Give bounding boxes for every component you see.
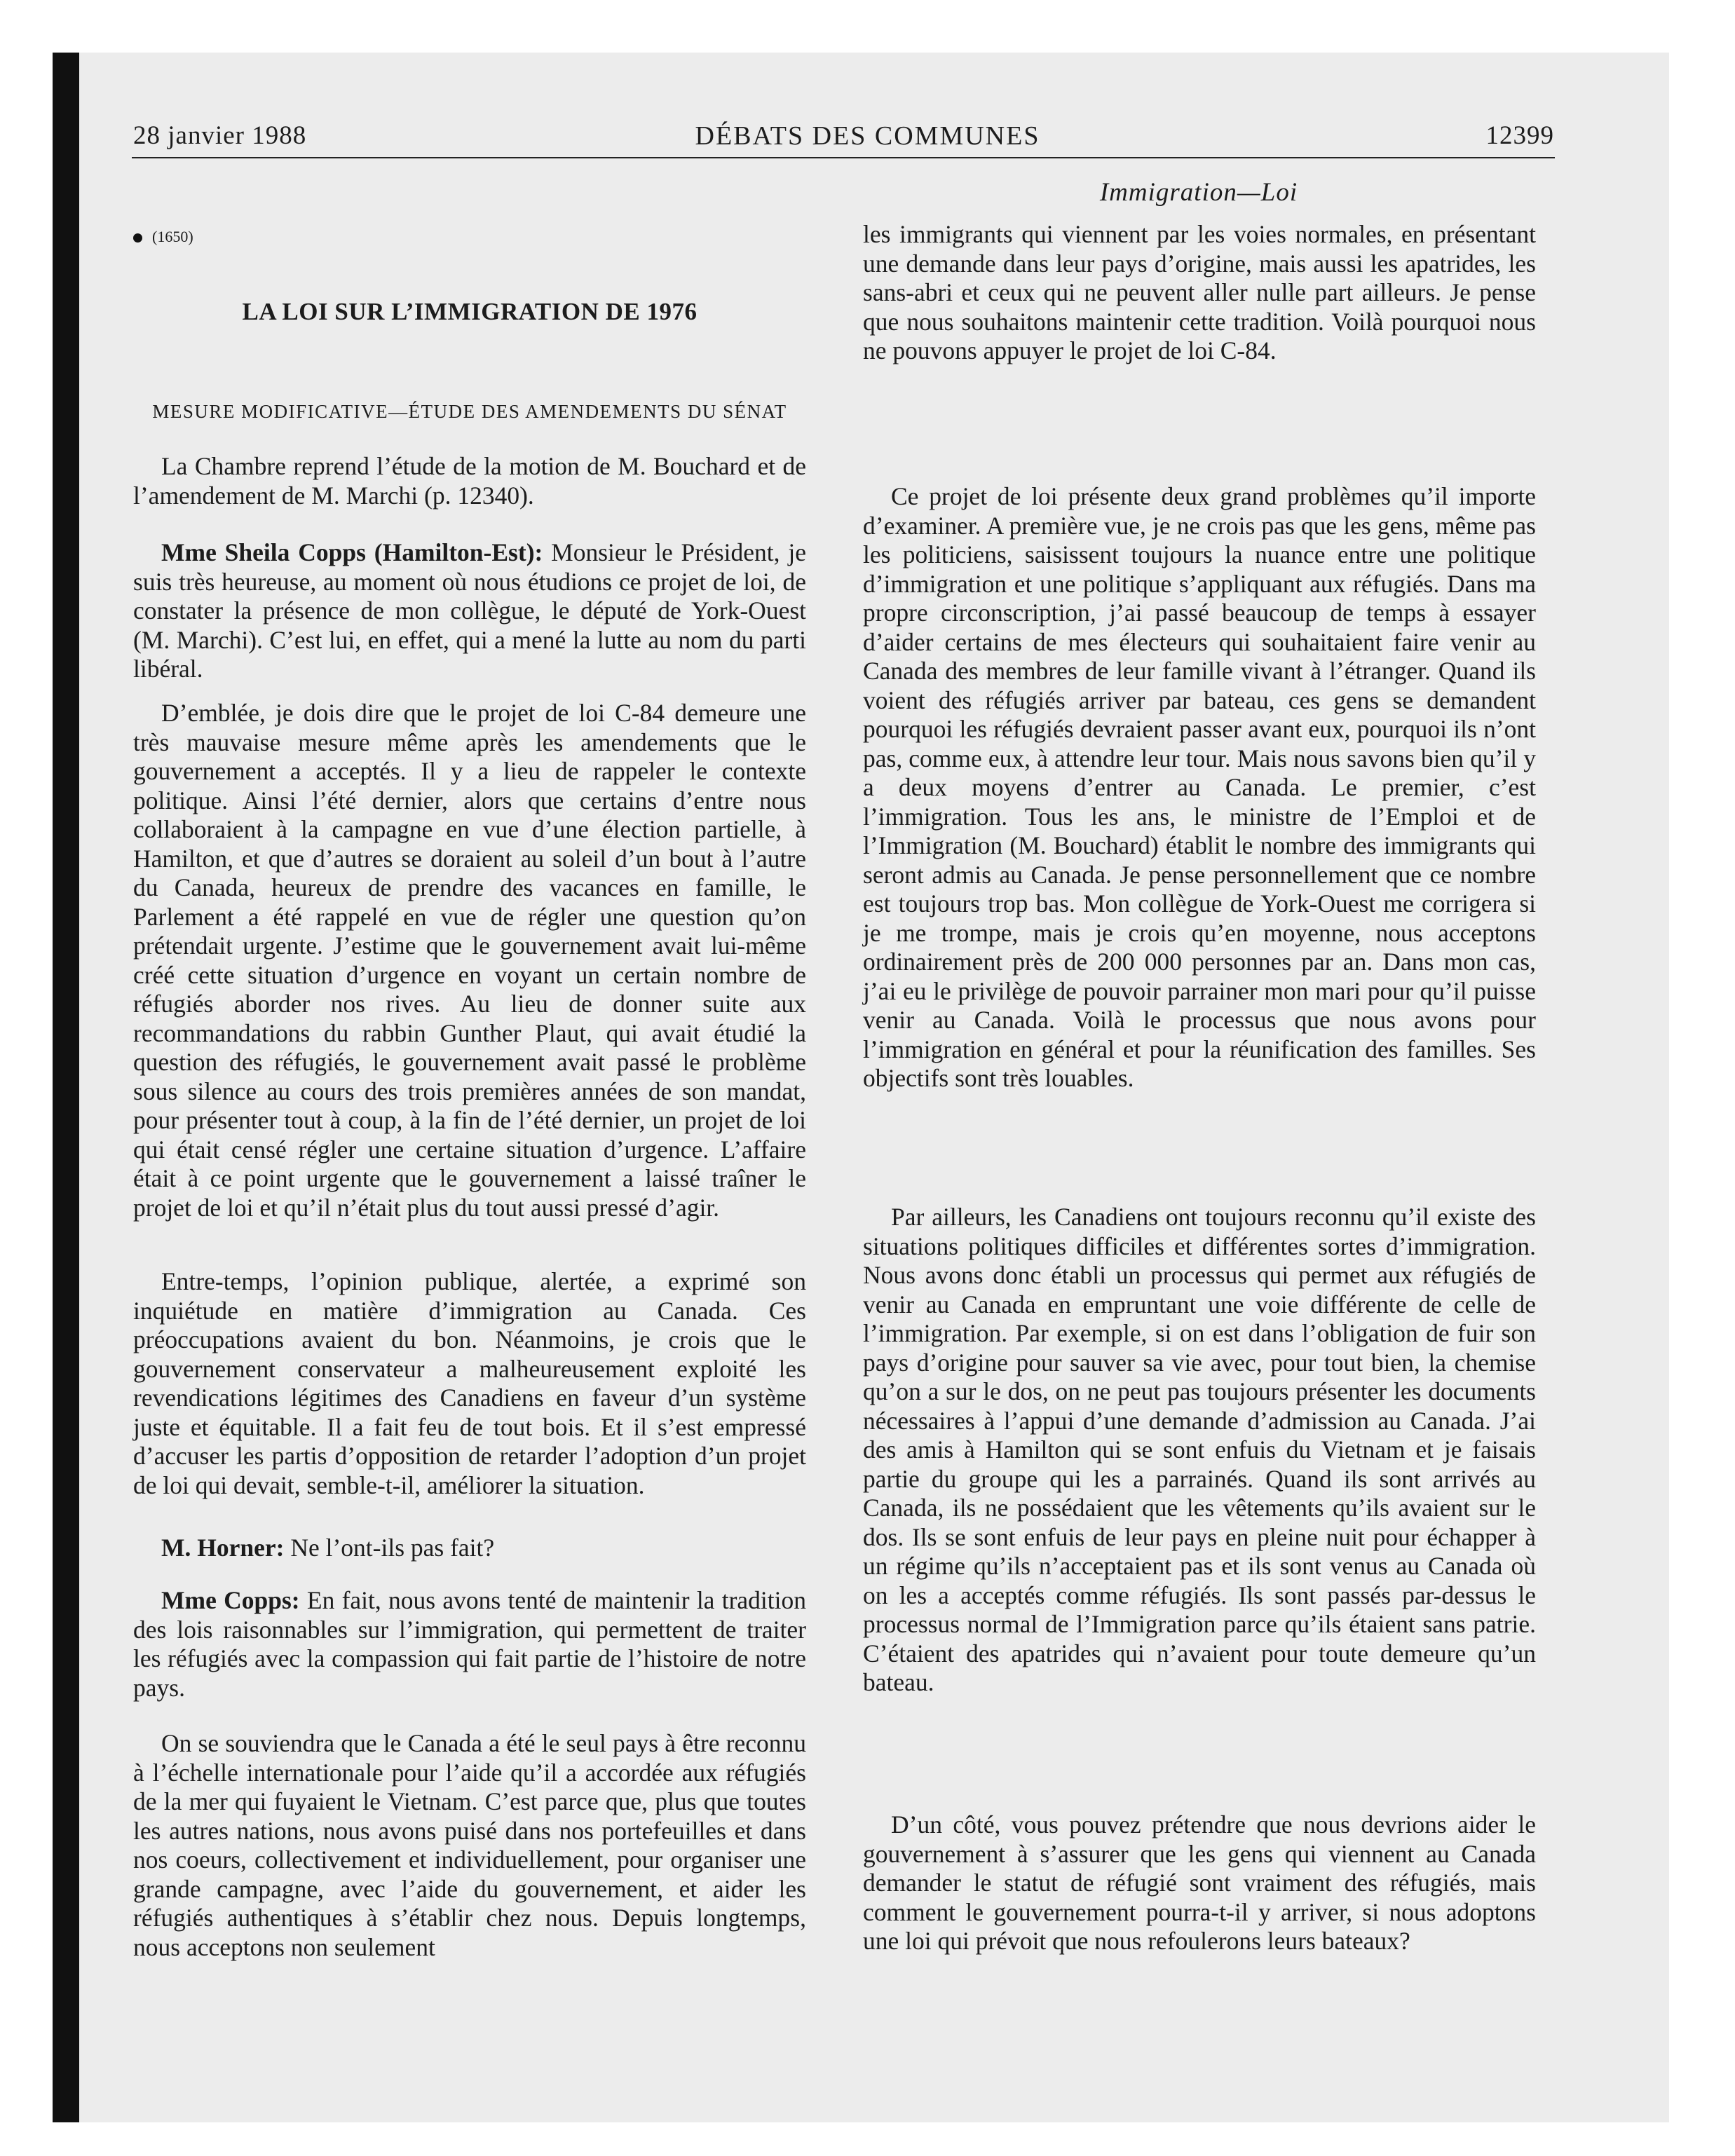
header-title: DÉBATS DES COMMUNES [695,121,1040,151]
header-page-number: 12399 [1485,121,1554,150]
paragraph [133,538,806,684]
time-marker [133,228,193,246]
paragraph: D’emblée, je dois dire que le projet de loi C-84 demeure une très mauvaise mesure même après les amendements que le gouvernement a acceptés. Il y a lieu de rappeler le contexte politique. Ainsi l’été dernier, alors que certains d’entre nous collaboraient à la campagne en vue d’une élection partielle, à Hamilton, et que d’autres se doraient au soleil d’un bout à l’autre du Canada, heureux de prendre des vacances en famille, le Parlement a été rappelé en vue de régler une question qu’on prétendait urgente. J’estime que le gouvernement avait lui-même créé cette situation d’urgence en voyant un certain nombre de réfugiés aborder nos rives. Au lieu de donner suite aux recommandations du rabbin Gunther Plaut, qui avait étudié la question des réfugiés, le gouvernement avait passé le problème sous silence au cours des trois premières années de son mandat, pour présenter tout à coup, à la fin de l’été dernier, un projet de loi qui était censé régler une certaine situation d’urgence. L’affaire était à ce point urgente que le gouvernement a laissé traîner le projet de loi et qu’il n’était plus du tout aussi pressé d’agir. [133,699,806,1222]
speech-text: En fait, nous avons tenté de maintenir la tradition des lois raisonnables sur l’immigration, qui permettent de traiter les réfugiés avec la compassion qui fait partie de l’histoire de notre pays. [133,1586,806,1702]
paragraph [133,1534,806,1563]
right-column-block-4 [863,1810,1536,1956]
paragraph [133,1586,806,1703]
paragraph: les immigrants qui viennent par les voies normales, en présentant une demande dans leur pays d’origine, mais aussi les apatrides, les sans-abri et ceux qui ne peuvent aller nulle part ailleurs. Je pense que nous souhaitons maintenir cette tradition. Voilà pourquoi nous ne pouvons appuyer le projet de loi C-84. [863,220,1536,364]
right-column-block-1 [863,220,1536,366]
section-title: LA LOI SUR L’IMMIGRATION DE 1976 [242,298,698,325]
left-column-block-3 [133,699,806,1222]
scan-binding-edge [53,53,79,2122]
paragraph: On se souviendra que le Canada a été le seul pays à être reconnu à l’échelle internationale pour l’aide qu’il a accordée aux réfugiés de la mer qui fuyaient le Vietnam. C’est parce que, plus que toutes les autres nations, nous avons puisé dans nos portefeuilles et dans nos coeurs, collectivement et individuellement, pour organiser une grande campagne, avec l’aide du gouvernement, et aider les réfugiés authentiques à s’établir chez nous. Depuis longtemps, nous acceptons non seulement [133,1729,806,1961]
paragraph: D’un côté, vous pouvez prétendre que nous devrions aider le gouvernement à s’assurer que les gens qui viennent au Canada demander le statut de réfugié sont vraiment des réfugiés, mais comment le gouvernement pourra-t-il y arriver, si nous adoptons une loi qui prévoit que nous refoulerons leurs bateaux? [863,1810,1536,1955]
left-column-block-5 [133,1534,806,1563]
speaker-name: Mme Sheila Copps (Hamilton-Est): [161,538,543,566]
paragraph: Entre-temps, l’opinion publique, alertée, a exprimé son inquiétude en matière d’immigration au Canada. Ces préoccupations avaient du bon. Néanmoins, je crois que le gouvernement conservateur a malheureusement exploité les revendications légitimes des Canadiens en faveur d’un système juste et équitable. Il a fait feu de tout bois. Et il s’est empressé d’accuser les partis d’opposition de retarder l’adoption d’un projet de loi qui devait, semble-t-il, améliorer la situation. [133,1267,806,1499]
left-column-block-4 [133,1267,806,1500]
time-marker-text: (1650) [152,228,193,245]
speech-text: Monsieur le Président, je suis très heureuse, au moment où nous étudions ce projet de loi, de constater la présence de mon collègue, le député de York-Ouest (M. Marchi). C’est lui, en effet, qui a mené la lutte au nom du parti libéral. [133,538,806,683]
speech-text: Ne l’ont-ils pas fait? [284,1534,495,1562]
bullet-icon [133,233,142,243]
paragraph: Par ailleurs, les Canadiens ont toujours reconnu qu’il existe des situations politiques difficiles et différentes sortes d’immigration. Nous avons donc établi un processus qui permet aux réfugiés de venir au Canada en empruntant une voie différente de celle de l’immigration. Par exemple, si on est dans l’obligation de fuir son pays d’origine pour sauver sa vie avec, pour tout bien, la chemise qu’on a sur le dos, on ne peut pas toujours présenter les documents nécessaires à l’appui d’une demande d’admission au Canada. J’ai des amis à Hamilton qui se sont enfuis du Vietnam et je faisais partie du groupe qui les a parrainés. Quand ils sont arrivés au Canada, ils ne possédaient que les vêtements qu’ils avaient sur le dos. Ils se sont enfuis de leur pays en pleine nuit pour échapper à un régime qu’ils n’acceptaient pas et ils sont venus au Canada où on les a acceptés comme réfugiés. Ils sont passés par-dessus le processus normal de l’Immigration parce qu’ils étaient sans patrie. C’étaient des apatrides qui n’avaient pour toute demeure qu’un bateau. [863,1203,1536,1696]
left-column-block-2 [133,538,806,684]
left-column-block-1 [133,452,806,510]
speaker-name: Mme Copps: [161,1586,300,1614]
right-column-block-2 [863,482,1536,1093]
left-column-block-7 [133,1729,806,1962]
right-column-block-3 [863,1203,1536,1698]
left-column-block-6 [133,1586,806,1703]
running-title: Immigration—Loi [1099,178,1298,207]
paragraph: Ce projet de loi présente deux grand problèmes qu’il importe d’examiner. A première vue, je ne crois pas que les gens, même pas les politiciens, saisissent toujours la nuance entre une politique d’immigration et une politique s’appliquant aux réfugiés. Dans ma propre circonscription, j’ai passé beaucoup de temps à essayer d’aider certains de mes électeurs qui souhaitaient faire venir au Canada des membres de leur famille vivant à l’étranger. Quand ils voient des réfugiés arriver par bateau, ces gens se demandent pourquoi les réfugiés devraient passer avant eux, pourquoi ils n’ont pas, comme eux, à attendre leur tour. Mais nous savons bien qu’il y a deux moyens d’entrer au Canada. Le premier, c’est l’immigration. Tous les ans, le ministre de l’Emploi et de l’Immigration (M. Bouchard) établit le nombre des immigrants qui seront admis au Canada. Je pense personnellement que ce nombre est toujours trop bas. Mon collègue de York-Ouest me corrigera si je me trompe, mais je crois qu’en moyenne, nous acceptons ordinairement près de 200 000 personnes par an. Dans mon cas, j’ai eu le privilège de pouvoir parrainer mon mari pour qu’il puisse venir au Canada. Voilà le processus que nous avons pour l’immigration en général et pour la réunification des familles. Ses objectifs sont très louables. [863,482,1536,1092]
header-date: 28 janvier 1988 [133,121,307,150]
paragraph: La Chambre reprend l’étude de la motion de M. Bouchard et de l’amendement de M. Marchi (p. 12340). [133,452,806,510]
section-subtitle: MESURE MODIFICATIVE—ÉTUDE DES AMENDEMENTS DU SÉNAT [152,401,787,422]
speaker-name: M. Horner: [161,1534,285,1562]
header-rule [132,157,1555,158]
